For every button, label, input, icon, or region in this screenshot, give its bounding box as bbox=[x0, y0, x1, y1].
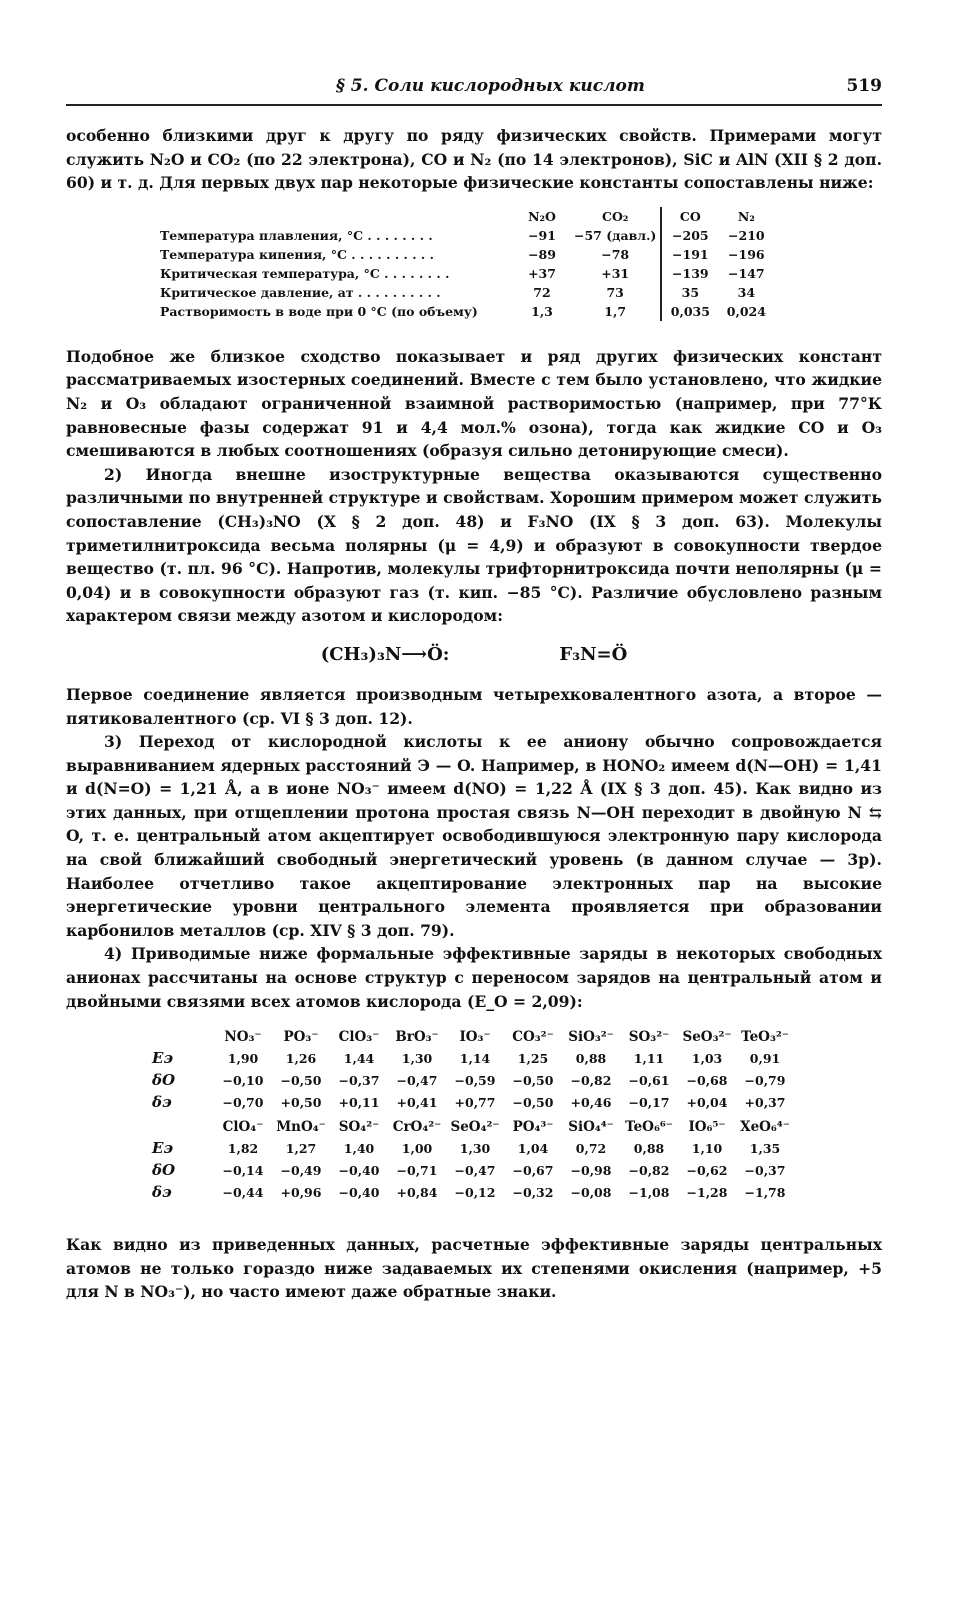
cell: +0,50 bbox=[280, 1094, 322, 1110]
running-header bbox=[66, 72, 882, 106]
table-row bbox=[156, 245, 774, 264]
ion-label: SO₃²⁻ bbox=[628, 1029, 670, 1046]
ion-header-row bbox=[152, 1023, 794, 1047]
cell: 1,82 bbox=[227, 1140, 259, 1156]
cell: +0,37 bbox=[744, 1094, 786, 1110]
cell: −78 bbox=[601, 246, 630, 262]
cell: +31 bbox=[601, 265, 630, 281]
ion-label: PO₃⁻ bbox=[283, 1029, 319, 1046]
row-label: Температура плавления, °C . . . . . . . . bbox=[160, 227, 433, 243]
cell: 1,25 bbox=[517, 1050, 549, 1066]
ion-label: SiO₄⁴⁻ bbox=[568, 1119, 614, 1136]
ion-label: PO₄³⁻ bbox=[512, 1119, 554, 1136]
page bbox=[66, 72, 882, 1304]
row-label: Критическое давление, ат . . . . . . . . . . bbox=[160, 284, 441, 300]
col-header: CO bbox=[661, 207, 718, 226]
cell: +0,41 bbox=[396, 1094, 438, 1110]
cell: 1,30 bbox=[459, 1140, 491, 1156]
cell: 1,10 bbox=[691, 1140, 723, 1156]
ion-label: IO₃⁻ bbox=[459, 1029, 491, 1046]
table-row bbox=[152, 1159, 794, 1181]
cell: 72 bbox=[533, 284, 551, 300]
cell: +0,77 bbox=[454, 1094, 496, 1110]
cell: −0,14 bbox=[222, 1162, 264, 1178]
row-label: Температура кипения, °C . . . . . . . . . . bbox=[160, 246, 434, 262]
table-row bbox=[156, 226, 774, 245]
cell: 0,72 bbox=[575, 1140, 607, 1156]
ion-label: MnO₄⁻ bbox=[276, 1119, 326, 1136]
cell: −196 bbox=[728, 246, 765, 262]
cell: 1,26 bbox=[285, 1050, 317, 1066]
section-title: § 5. Соли кислородных кислот bbox=[336, 76, 645, 96]
cell: 1,7 bbox=[604, 303, 627, 319]
ion-label: CO₃²⁻ bbox=[512, 1029, 554, 1046]
cell: −0,40 bbox=[338, 1184, 380, 1200]
table-row bbox=[152, 1181, 794, 1203]
cell: 1,11 bbox=[633, 1050, 665, 1066]
cell: −0,50 bbox=[512, 1072, 554, 1088]
cell: −0,98 bbox=[570, 1162, 612, 1178]
ion-label: BrO₃⁻ bbox=[395, 1029, 439, 1046]
ion-label: IO₆⁵⁻ bbox=[688, 1119, 726, 1136]
cell: −210 bbox=[728, 227, 765, 243]
row-label: Eэ bbox=[152, 1049, 174, 1068]
ion-label: ClO₄⁻ bbox=[222, 1119, 264, 1136]
cell: −0,40 bbox=[338, 1162, 380, 1178]
formula-block bbox=[66, 644, 882, 665]
cell: −0,47 bbox=[454, 1162, 496, 1178]
cell: 1,35 bbox=[749, 1140, 781, 1156]
effective-charges-table bbox=[152, 1023, 794, 1203]
ion-label: SiO₃²⁻ bbox=[568, 1029, 614, 1046]
cell: 1,27 bbox=[285, 1140, 317, 1156]
cell: 1,44 bbox=[343, 1050, 375, 1066]
cell: −0,12 bbox=[454, 1184, 496, 1200]
cell: +0,84 bbox=[396, 1184, 438, 1200]
table-row bbox=[156, 283, 774, 302]
ion-label: SeO₃²⁻ bbox=[682, 1029, 732, 1046]
cell: −1,08 bbox=[628, 1184, 670, 1200]
cell: 1,04 bbox=[517, 1140, 549, 1156]
paragraph-5: 3) Переход от кислородной кислоты к ее аниону обычно сопровождается выравниванием ядерных расстояний Э — O. Например, в HONO₂ имеем d(N—OH) = 1,41 и d(N=O) = 1,21 Å, а в ионе NO₃⁻ имеем d(NO) = 1,22 Å (IX § 3 доп. 45). Как видно из этих данных, при отщеплении протона простая связь N—OH переходит в двойную N ⇆ O, т. е. центральный атом акцептирует освободившуюся электронную пару кислорода на свой ближайший свободный энергетический уровень (в данном случае — 3p). Наиболее отчетливо такое акцептирование электронных пар на высокие энергетические уровни центрального элемента проявляется при образовании карбонилов металлов (ср. XIV § 3 доп. 79). bbox=[66, 732, 882, 940]
cell: −139 bbox=[661, 264, 718, 283]
cell: −0,61 bbox=[628, 1072, 670, 1088]
cell: 1,40 bbox=[343, 1140, 375, 1156]
cell: −0,37 bbox=[744, 1162, 786, 1178]
cell: −0,44 bbox=[222, 1184, 264, 1200]
table-row bbox=[152, 1047, 794, 1069]
cell: +0,04 bbox=[686, 1094, 728, 1110]
cell: 1,03 bbox=[691, 1050, 723, 1066]
cell: 0,88 bbox=[575, 1050, 607, 1066]
paragraph-3: 2) Иногда внешне изоструктурные вещества оказываются существенно различными по внутренней структуре и свойствам. Хорошим примером может служить сопоставление (CH₃)₃NO (X § 2 доп. 48) и F₃NO (IX § 3 доп. 63). Молекулы триметилнитроксида весьма полярны (μ = 4,9) и образуют в совокупности твердое вещество (т. пл. 96 °C). Напротив, молекулы трифторнитроксида почти неполярны (μ = 0,04) и в совокупности образуют газ (т. кип. −85 °C). Различие обусловлено разным характером связи между азотом и кислородом: bbox=[66, 464, 882, 626]
cell: −0,82 bbox=[628, 1162, 670, 1178]
ion-label: NO₃⁻ bbox=[224, 1029, 262, 1046]
ion-label: SO₄²⁻ bbox=[338, 1119, 380, 1136]
ion-label: XeO₆⁴⁻ bbox=[740, 1119, 790, 1136]
cell: −0,37 bbox=[338, 1072, 380, 1088]
row-label: δэ bbox=[152, 1183, 172, 1202]
row-label: Критическая температура, °C . . . . . . . . bbox=[160, 265, 450, 281]
col-header: N₂O bbox=[528, 208, 556, 224]
cell: −0,08 bbox=[570, 1184, 612, 1200]
cell: 1,14 bbox=[459, 1050, 491, 1066]
table-row bbox=[152, 1091, 794, 1113]
formula-trimethylamine-oxide: (CH₃)₃N⟶Ö: bbox=[320, 643, 450, 665]
cell: 34 bbox=[737, 284, 756, 300]
ion-label: TeO₃²⁻ bbox=[741, 1029, 789, 1046]
cell: 0,024 bbox=[726, 303, 766, 319]
row-label: δэ bbox=[152, 1093, 172, 1112]
cell: +0,96 bbox=[280, 1184, 322, 1200]
cell: 1,3 bbox=[531, 303, 553, 319]
row-label: Растворимость в воде при 0 °C (по объему) bbox=[160, 303, 478, 319]
page-number: 519 bbox=[846, 76, 882, 96]
paragraph-7: Как видно из приведенных данных, расчетные эффективные заряды центральных атомов не только гораздо ниже задаваемых их степенями окисления (например, +5 для N в NO₃⁻), но часто имеют даже обратные знаки. bbox=[66, 1235, 882, 1302]
table-row bbox=[156, 264, 774, 283]
ion-label: TeO₆⁶⁻ bbox=[625, 1119, 673, 1136]
paragraph-6: 4) Приводимые ниже формальные эффективные заряды в некоторых свободных анионах рассчитаны на основе структур с переносом зарядов на центральный атом и двойными связями всех атомов кислорода (E_O = 2,09): bbox=[66, 944, 882, 1011]
cell: −89 bbox=[528, 246, 556, 262]
cell: +0,11 bbox=[338, 1094, 380, 1110]
table-row bbox=[156, 302, 774, 321]
cell: −0,50 bbox=[512, 1094, 554, 1110]
cell: −0,47 bbox=[396, 1072, 438, 1088]
cell: −1,28 bbox=[686, 1184, 728, 1200]
cell: +0,46 bbox=[570, 1094, 612, 1110]
cell: −0,59 bbox=[454, 1072, 496, 1088]
table-row bbox=[152, 1069, 794, 1091]
cell: 0,88 bbox=[633, 1140, 665, 1156]
paragraph-1: особенно близкими друг к другу по ряду физических свойств. Примерами могут служить N₂O и CO₂ (по 22 электрона), CO и N₂ (по 14 электронов), SiC и AlN (XII § 2 доп. 60) и т. д. Для первых двух пар некоторые физические константы сопоставлены ниже: bbox=[66, 126, 882, 193]
cell: −0,68 bbox=[686, 1072, 728, 1088]
cell: −1,78 bbox=[744, 1184, 786, 1200]
paragraph-4: Первое соединение является производным четырехковалентного азота, а второе — пятиковалентного (ср. VI § 3 доп. 12). bbox=[66, 684, 882, 728]
row-label: δO bbox=[152, 1161, 176, 1180]
cell: −147 bbox=[728, 265, 765, 281]
row-label: δO bbox=[152, 1071, 176, 1090]
physical-constants-table bbox=[156, 207, 774, 321]
table-row bbox=[152, 1137, 794, 1159]
cell: −205 bbox=[661, 226, 718, 245]
cell: 1,90 bbox=[227, 1050, 259, 1066]
cell: 0,91 bbox=[749, 1050, 781, 1066]
cell: −0,71 bbox=[396, 1162, 438, 1178]
cell: −191 bbox=[661, 245, 718, 264]
col-header: N₂ bbox=[737, 208, 755, 224]
cell: 1,30 bbox=[401, 1050, 433, 1066]
cell: 1,00 bbox=[401, 1140, 433, 1156]
cell: +37 bbox=[528, 265, 556, 281]
ion-label: CrO₄²⁻ bbox=[392, 1119, 442, 1136]
cell: −57 (давл.) bbox=[574, 227, 657, 243]
cell: −0,82 bbox=[570, 1072, 612, 1088]
ion-label: ClO₃⁻ bbox=[338, 1029, 380, 1046]
cell: 35 bbox=[661, 283, 718, 302]
cell: −0,70 bbox=[222, 1094, 264, 1110]
cell: −91 bbox=[528, 227, 556, 243]
cell: −0,67 bbox=[512, 1162, 554, 1178]
cell: −0,10 bbox=[222, 1072, 264, 1088]
cell: −0,32 bbox=[512, 1184, 554, 1200]
cell: −0,17 bbox=[628, 1094, 670, 1110]
cell: −0,49 bbox=[280, 1162, 322, 1178]
cell: 73 bbox=[606, 284, 624, 300]
cell: −0,79 bbox=[744, 1072, 786, 1088]
paragraph-2: Подобное же близкое сходство показывает и ряд других физических констант рассматриваемых изостерных соединений. Вместе с тем было установлено, что жидкие N₂ и O₃ обладают ограниченной взаимной растворимостью (например, при 77°К равновесные фазы содержат 91 и 4,4 мол.% озона), тогда как жидкие CO и O₃ смешиваются в любых соотношениях (образуя сильно детонирующие смеси). bbox=[66, 346, 882, 461]
row-label: Eэ bbox=[152, 1139, 174, 1158]
col-header: CO₂ bbox=[602, 208, 629, 224]
ion-label: SeO₄²⁻ bbox=[450, 1119, 500, 1136]
cell: 0,035 bbox=[661, 302, 718, 321]
cell: −0,62 bbox=[686, 1162, 728, 1178]
cell: −0,50 bbox=[280, 1072, 322, 1088]
formula-trifluoroamine-oxide: F₃N=Ö bbox=[559, 643, 628, 665]
ion-header-row bbox=[152, 1113, 794, 1137]
